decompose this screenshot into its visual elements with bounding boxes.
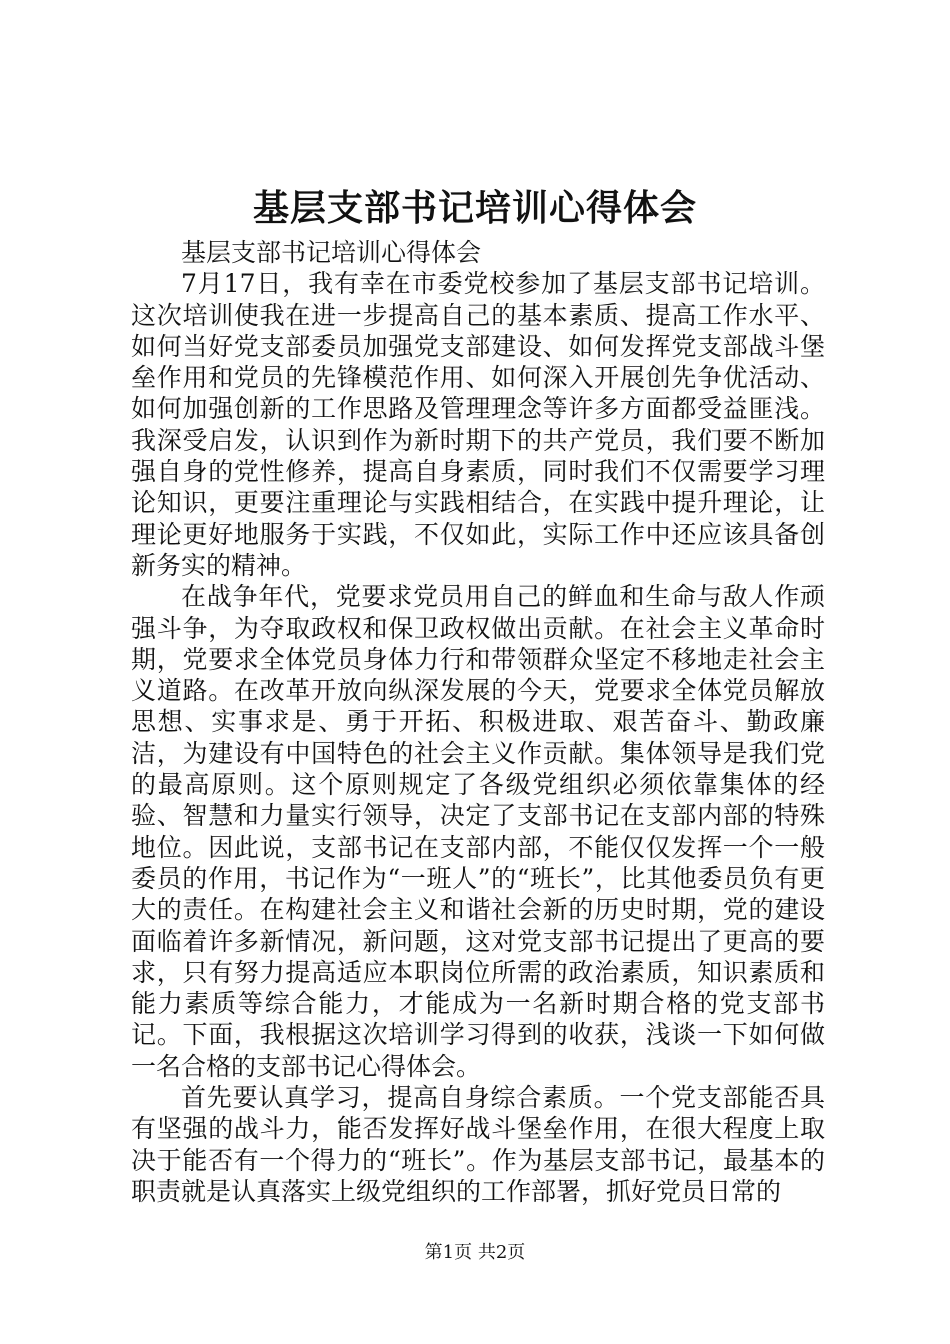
paragraph-subtitle: 基层支部书记培训心得体会 (181, 238, 482, 267)
document-body (131, 237, 825, 1207)
document-title: 基层支部书记培训心得体会 (252, 188, 697, 229)
paragraph-2: 在战争年代，党要求党员用自己的鲜血和生命与敌人作顽强斗争，为夺取政权和保卫政权做出贡献。在社会主义革命时期，党要求全体党员身体力行和带领群众坚定不移地走社会主义道路。在改革开放向纵深发展的今天，党要求全体党员解放思想、实事求是、勇于开拓、积极进取、艰苦奋斗、勤政廉洁，为建设有中国特色的社会主义作贡献。集体领导是我们党的最高原则。这个原则规定了各级党组织必须依靠集体的经验、智慧和力量实行领导，决定了支部书记在支部内部的特殊地位。因此说，支部书记在支部内部，不能仅仅发挥一个一般委员的作用，书记作为“一班人”的“班长”，比其他委员负有更大的责任。在构建社会主义和谐社会新的历史时期，党的建设面临着许多新情况，新问题，这对党支部书记提出了更高的要求，只有努力提高适应本职岗位所需的政治素质，知识素质和能力素质等综合能力，才能成为一名新时期合格的党支部书记。下面，我根据这次培训学习得到的收获，浅谈一下如何做一名合格的支部书记心得体会。 (131, 582, 825, 1081)
page-number-footer: 第1页 共2页 (424, 1242, 526, 1263)
paragraph-3: 首先要认真学习，提高自身综合素质。一个党支部能否具有坚强的战斗力，能否发挥好战斗堡垒作用，在很大程度上取决于能否有一个得力的“班长”。作为基层支部书记，最基本的职责就是认真落实上级党组织的工作部署，抓好党员日常的 (131, 1083, 825, 1206)
paragraph-1: 7月17日，我有幸在市委党校参加了基层支部书记培训。这次培训使我在进一步提高自己的基本素质、提高工作水平、如何当好党支部委员加强党支部建设、如何发挥党支部战斗堡垒作用和党员的先锋模范作用、如何深入开展创先争优活动、如何加强创新的工作思路及管理理念等许多方面都受益匪浅。我深受启发，认识到作为新时期下的共产党员，我们要不断加强自身的党性修养，提高自身素质，同时我们不仅需要学习理论知识，更要注重理论与实践相结合，在实践中提升理论，让理论更好地服务于实践，不仅如此，实际工作中还应该具备创新务实的精神。 (131, 269, 825, 580)
